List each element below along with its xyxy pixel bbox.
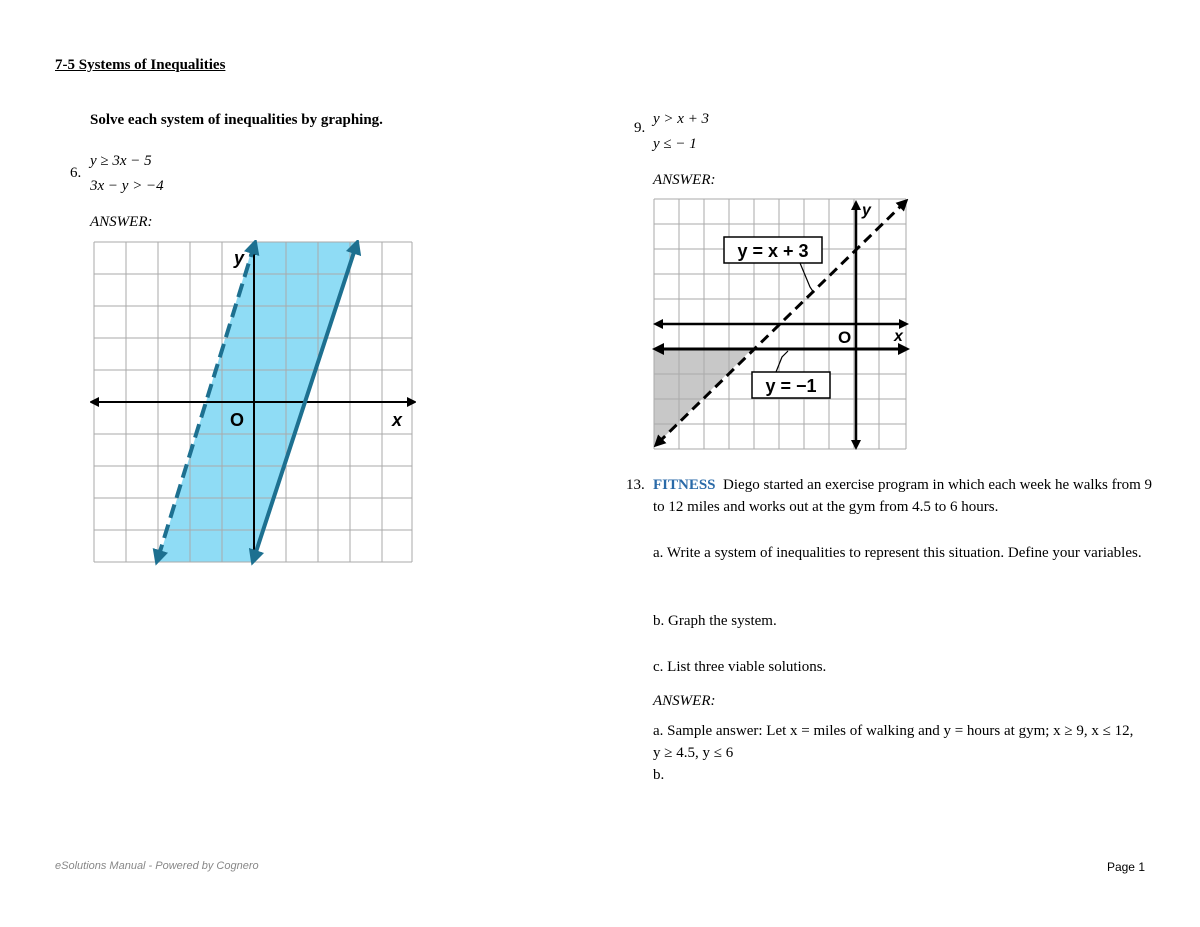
problem-6-inequality-1: y ≥ 3x − 5 xyxy=(90,153,152,169)
instructions: Solve each system of inequalities by graphing. xyxy=(90,112,383,128)
footer-credit: eSolutions Manual - Powered by Cognero xyxy=(55,860,259,872)
problem-13-answer-a: a. Sample answer: Let x = miles of walking and y = hours at gym; x ≥ 9, x ≤ 12, y ≥ 4.5, y ≤ 6 xyxy=(653,723,1134,761)
callout-pointer-1 xyxy=(800,263,814,293)
origin-label: O xyxy=(838,328,852,347)
y-axis-label: y xyxy=(234,248,245,268)
x-axis-label: x xyxy=(392,410,403,430)
problem-9-answer-label: ANSWER: xyxy=(653,172,716,188)
problem-13-answer-label: ANSWER: xyxy=(653,693,716,709)
problem-13-part-b: b. Graph the system. xyxy=(653,613,777,629)
origin-label: O xyxy=(230,410,245,430)
problem-13-answer-b: b. xyxy=(653,767,665,783)
problem-13-part-a: a. Write a system of inequalities to represent this situation. Define your variables. xyxy=(653,545,1142,561)
problem-9-number: 9. xyxy=(634,120,646,136)
page-title: 7-5 Systems of Inequalities xyxy=(55,57,226,73)
callout-2-text: y = −1 xyxy=(765,376,817,396)
problem-9-inequality-2: y ≤ − 1 xyxy=(653,136,697,152)
problem-13-statement-block xyxy=(653,474,1158,518)
callout-pointer-2 xyxy=(776,351,788,372)
page-number: Page 1 xyxy=(1106,860,1145,874)
problem-13-keyword: FITNESS xyxy=(653,477,716,493)
problem-9-graph xyxy=(652,197,910,453)
problem-6-inequality-2: 3x − y > −4 xyxy=(90,178,164,194)
problem-13-statement: Diego started an exercise program in which each week he walks from 9 to 12 miles and works out at the gym from 4.5 to 6 hours. xyxy=(653,477,1153,515)
problem-6-answer-label: ANSWER: xyxy=(90,214,153,230)
x-axis-label: x xyxy=(894,328,903,345)
problem-13-part-c: c. List three viable solutions. xyxy=(653,659,827,675)
problem-6-graph xyxy=(90,240,416,566)
problem-6-number: 6. xyxy=(70,165,82,181)
problem-13-number: 13. xyxy=(626,477,645,493)
y-axis-label: y xyxy=(862,202,871,219)
callout-1-text: y = x + 3 xyxy=(737,241,809,261)
problem-9-inequality-1: y > x + 3 xyxy=(653,111,710,127)
